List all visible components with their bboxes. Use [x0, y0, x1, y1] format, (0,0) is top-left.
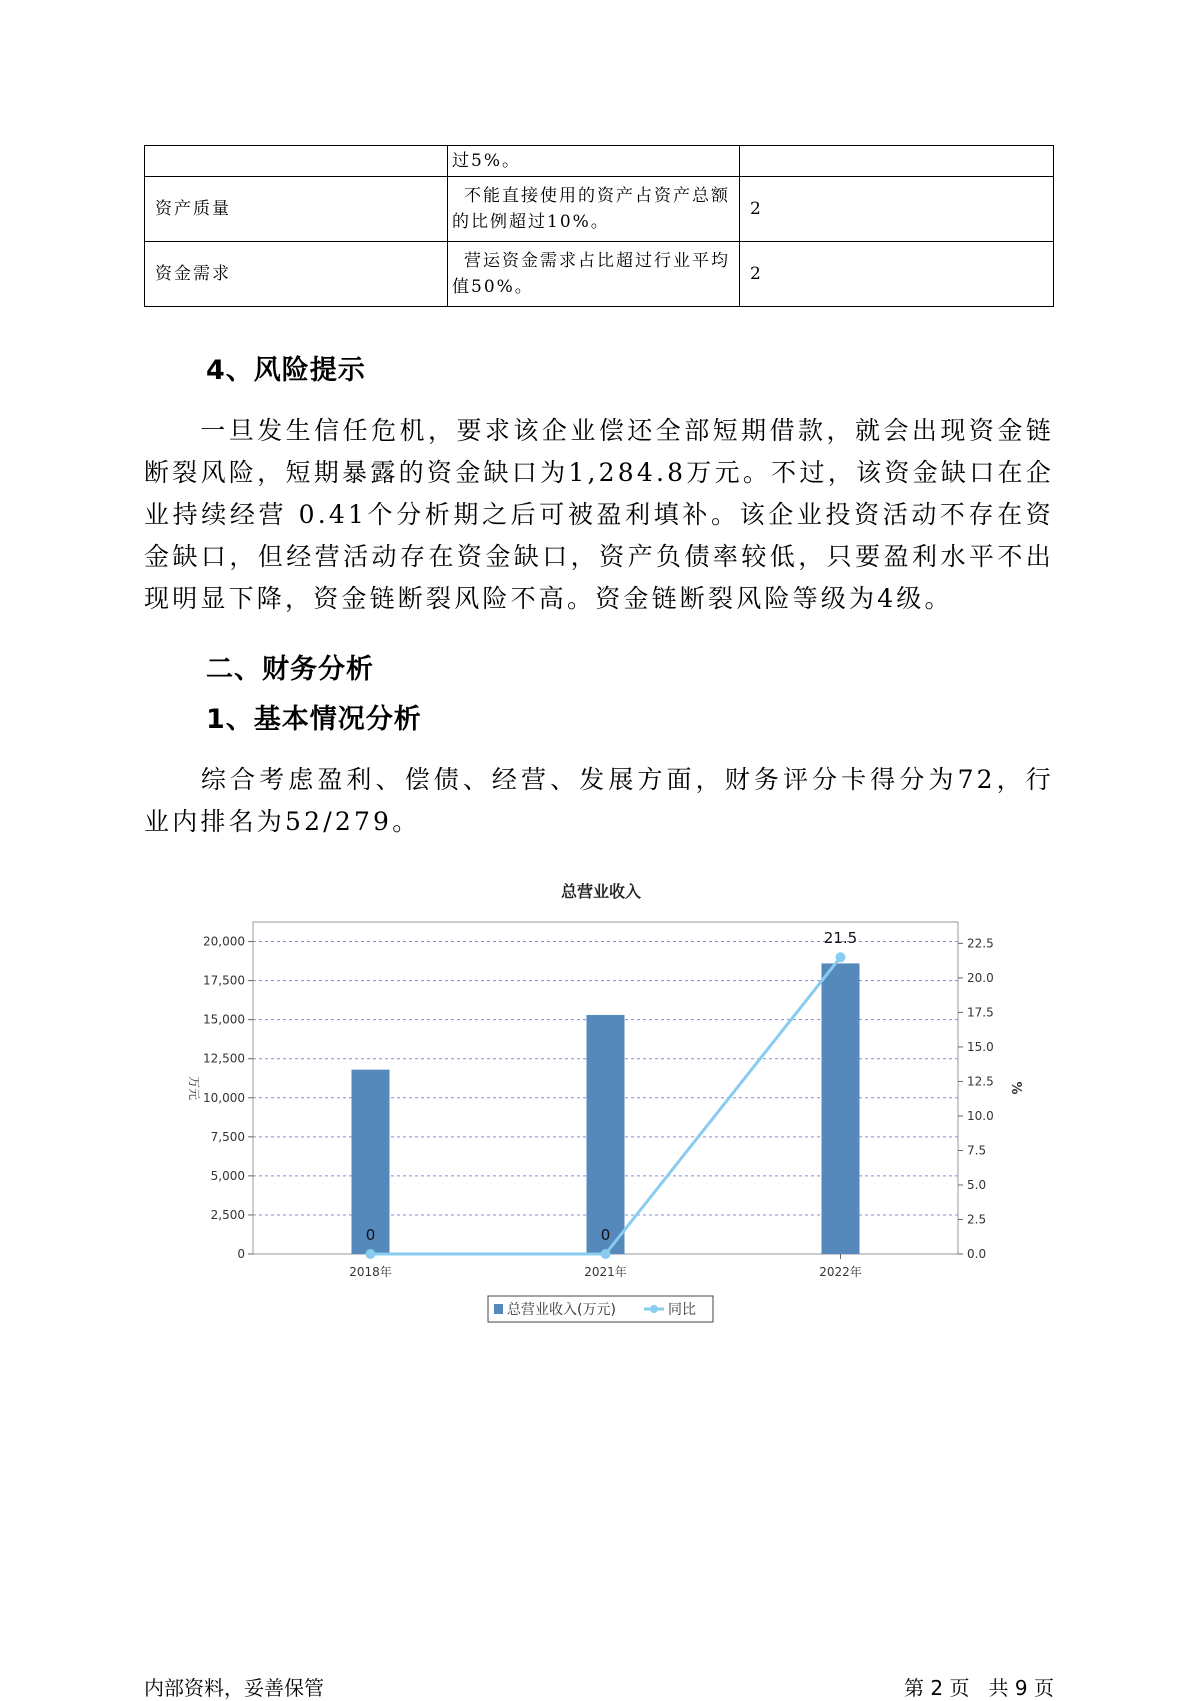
y2-tick-label: 22.5 — [967, 936, 994, 951]
table-cell-name: 资产质量 — [145, 177, 448, 242]
y-tick-label: 7,500 — [210, 1129, 245, 1144]
y2-tick-label: 15.0 — [967, 1039, 994, 1054]
line-point — [601, 1249, 611, 1259]
chart-title: 总营业收入 — [560, 882, 642, 901]
legend-swatch-bar — [494, 1304, 503, 1314]
condition-text: 营运资金需求占比超过行业平均 — [464, 251, 730, 271]
data-label: 0 — [600, 1226, 611, 1244]
section-heading-risk: 4、风险提示 — [206, 355, 366, 386]
y2-tick-label: 0.0 — [967, 1247, 987, 1261]
table-cell-name: 资金需求 — [145, 242, 448, 307]
y-tick-label: 10,000 — [203, 1090, 245, 1105]
legend-swatch-point — [650, 1305, 658, 1313]
y2-tick-label: 7.5 — [967, 1143, 987, 1158]
risk-paragraph-text: 一旦发生信任危机，要求该企业偿还全部短期借款，就会出现资金链断裂风险，短期暴露的资金缺口为1,284.8万元。不过，该资金缺口在企业持续经营 0.41个分析期之后可被盈利填补。该企业投资活动不存在资金缺口，但经营活动存在资金缺口，资产负债率较低，只要盈利水平不出现明显下降，资金链断裂风险不高。资金链断裂风险等级为4级。 — [144, 416, 1054, 613]
x-tick-label: 2021年 — [584, 1265, 627, 1279]
y-tick-label: 5,000 — [210, 1168, 245, 1183]
page-number: 第 2 页 共 9 页 — [904, 1676, 1054, 1700]
bar — [822, 963, 860, 1254]
table-cell-score: 2 — [740, 242, 1054, 307]
data-label: 0 — [365, 1226, 376, 1244]
subsection-heading-basic: 1、基本情况分析 — [206, 704, 422, 735]
legend-label-line: 同比 — [668, 1302, 696, 1318]
footer-note: 内部资料，妥善保管 — [144, 1676, 324, 1700]
condition-text: 值50%。 — [452, 277, 534, 297]
x-tick-label: 2022年 — [819, 1265, 862, 1279]
y2-tick-label: 5.0 — [967, 1177, 987, 1192]
y-tick-label: 2,500 — [210, 1207, 245, 1222]
data-label: 21.5 — [823, 929, 858, 948]
y-tick-label: 15,000 — [203, 1012, 245, 1027]
basic-paragraph-text: 综合考虑盈利、偿债、经营、发展方面，财务评分卡得分为72，行业内排名为52/279。 — [144, 765, 1054, 836]
y2-tick-label: 10.0 — [967, 1108, 994, 1123]
bar — [587, 1015, 625, 1254]
line-point — [836, 952, 846, 962]
y2-tick-label: 17.5 — [967, 1005, 994, 1020]
y2-tick-label: 2.5 — [967, 1212, 987, 1227]
y-tick-label: 12,500 — [203, 1051, 245, 1066]
condition-text: 的比例超过10%。 — [452, 212, 610, 232]
line-point — [366, 1249, 376, 1259]
condition-text: 不能直接使用的资产占资产总额 — [464, 186, 730, 206]
legend-label-bar: 总营业收入(万元) — [507, 1302, 616, 1318]
section-heading-finance: 二、财务分析 — [206, 654, 374, 685]
condition-text: 过5%。 — [452, 151, 521, 171]
y-axis-label: 万元 — [187, 1075, 201, 1101]
y2-tick-label: 20.0 — [967, 970, 994, 985]
y-tick-label: 0 — [237, 1247, 245, 1261]
y2-tick-label: 12.5 — [967, 1074, 994, 1089]
y2-axis-label: % — [1008, 1081, 1023, 1095]
y-tick-label: 17,500 — [203, 973, 245, 988]
y-tick-label: 20,000 — [203, 934, 245, 949]
x-tick-label: 2018年 — [349, 1265, 392, 1279]
table-cell-score: 2 — [740, 177, 1054, 242]
